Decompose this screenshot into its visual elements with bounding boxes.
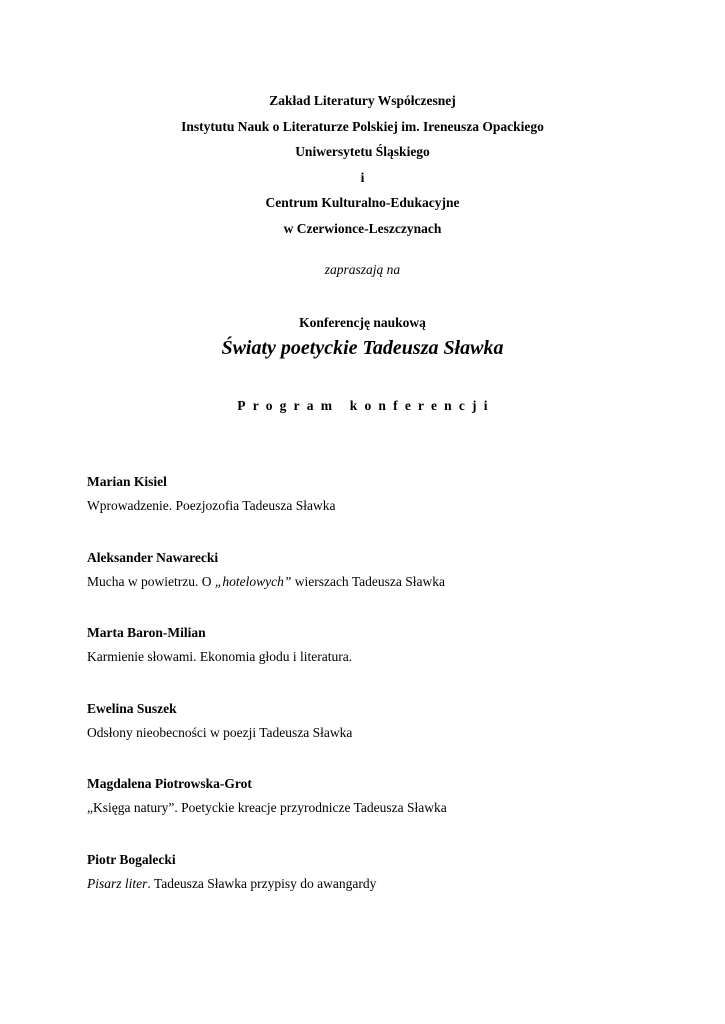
organizer-line: Zakład Literatury Współczesnej bbox=[269, 93, 456, 108]
talk-title bbox=[87, 572, 687, 592]
speaker-name: Aleksander Nawarecki bbox=[87, 549, 219, 565]
organizer-line: Instytutu Nauk o Literaturze Polskiej im. Ireneusza Opackiego bbox=[181, 118, 544, 134]
talk-title-part: Mucha w powietrzu. O bbox=[87, 573, 215, 589]
organizer-line: Centrum Kulturalno-Edukacyjne bbox=[265, 195, 460, 211]
organizers-header bbox=[0, 88, 725, 242]
speaker-name: Magdalena Piotrowska-Grot bbox=[87, 776, 252, 791]
program-list bbox=[87, 472, 687, 925]
speaker-name: Ewelina Suszek bbox=[87, 700, 177, 716]
program-entry bbox=[87, 623, 687, 699]
speaker-name: Marta Baron-Milian bbox=[87, 625, 206, 640]
program-entry bbox=[87, 699, 687, 775]
talk-title: Wprowadzenie. Poezjozofia Tadeusza Sławka bbox=[87, 498, 336, 513]
program-entry bbox=[87, 548, 687, 624]
talk-title-italic: „hotelowych” bbox=[214, 573, 292, 589]
talk-title: Odsłony nieobecności w poezji Tadeusza Sławka bbox=[87, 724, 353, 740]
talk-title: Karmienie słowami. Ekonomia głodu i literatura. bbox=[87, 649, 353, 664]
talk-title-italic: Pisarz liter bbox=[87, 875, 148, 891]
speaker-name: Piotr Bogalecki bbox=[87, 851, 176, 867]
organizer-line: i bbox=[360, 169, 365, 185]
program-entry bbox=[87, 850, 687, 926]
talk-title: „Księga natury”. Poetyckie kreacje przyrodnicze Tadeusza Sławka bbox=[87, 800, 447, 815]
talk-title bbox=[87, 874, 687, 894]
program-entry bbox=[87, 774, 687, 850]
conference-label: Konferencję naukową bbox=[299, 315, 426, 330]
program-heading: Program konferencji bbox=[237, 398, 495, 413]
conference-title: Światy poetyckie Tadeusza Sławka bbox=[221, 337, 504, 359]
talk-title-part: . Tadeusza Sławka przypisy do awangardy bbox=[147, 875, 377, 891]
talk-title-part: wierszach Tadeusza Sławka bbox=[291, 573, 445, 589]
invitation-text: zapraszają na bbox=[324, 262, 401, 277]
program-entry bbox=[87, 472, 687, 548]
speaker-name: Marian Kisiel bbox=[87, 474, 167, 489]
organizer-line: w Czerwionce-Leszczynach bbox=[283, 220, 442, 236]
organizer-line: Uniwersytetu Śląskiego bbox=[295, 144, 430, 160]
